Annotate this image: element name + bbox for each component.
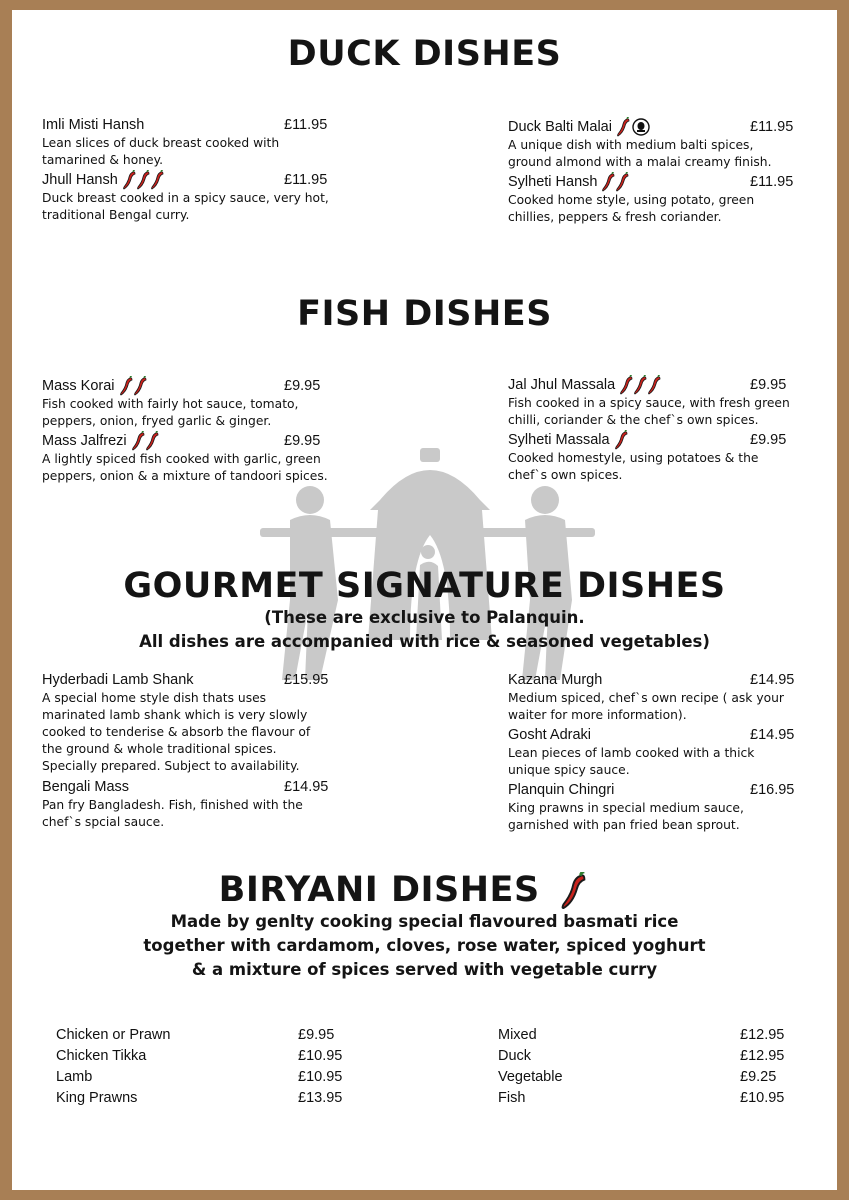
menu-item [508,430,808,484]
item-name: Kazana Murgh [508,672,603,688]
item-description: peppers, onion & a mixture of tandoori spices. [42,469,328,483]
item-name: Duck Balti Malai [508,119,612,135]
item-name: Duck [498,1047,532,1064]
chili-icon [122,170,136,190]
item-name: King Prawns [56,1089,138,1106]
biryani-item [56,1024,342,1045]
duck-section-title: DUCK DISHES [287,34,562,74]
item-name: Hyderbadi Lamb Shank [42,672,194,688]
menu-item [508,670,808,724]
item-price: £12.95 [740,1026,785,1043]
item-name: Imli Misti Hansh [42,117,145,133]
item-price: £11.95 [750,119,794,135]
gourmet-subtitle-line-2: All dishes are accompanied with rice & seasoned vegetables) [139,632,710,651]
item-price: £14.95 [750,672,795,688]
item-description: marinated lamb shank which is very slowly [42,708,308,722]
item-description: Fish cooked in a spicy sauce, with fresh green [508,396,790,410]
item-description: Lean slices of duck breast cooked with [42,136,280,150]
menu-item [508,780,808,834]
menu-item [42,431,342,485]
item-description: Cooked home style, using potato, green [508,193,755,207]
item-description: traditional Bengal curry. [42,208,190,222]
item-price: £9.95 [750,377,787,393]
item-name: Mass Korai [42,378,115,394]
item-price: £14.95 [284,779,329,795]
item-description: chillies, peppers & fresh coriander. [508,210,722,224]
chili-icon [601,172,615,192]
item-price: £12.95 [740,1047,785,1064]
item-description: Cooked homestyle, using potatoes & the [508,451,759,465]
menu-item [42,170,342,224]
chili-icon [619,375,633,395]
item-description: the ground & whole traditional spices. [42,742,277,756]
item-price: £10.95 [740,1089,785,1106]
item-name: Mixed [498,1026,537,1043]
biryani-item [498,1066,784,1087]
item-description: chef`s own spices. [508,468,623,482]
spice-level [614,430,628,450]
item-price: £9.25 [740,1068,777,1085]
biryani-item [56,1045,342,1066]
item-price: £14.95 [750,727,795,743]
biryani-item [56,1066,342,1087]
item-price: £9.95 [298,1026,335,1043]
item-name: Mass Jalfrezi [42,433,127,449]
biryani-list-left [56,1024,342,1108]
biryani-item [56,1087,342,1108]
biryani-subtitle-line-1: Made by genlty cooking special flavoured basmati rice [170,912,679,931]
item-price: £15.95 [284,672,329,688]
item-name: Lamb [56,1068,93,1085]
chili-icon [616,117,630,137]
item-name: Chicken Tikka [56,1047,147,1064]
menu-page [12,10,837,1190]
item-description: tamarined & honey. [42,153,164,167]
item-description: garnished with pan fried bean sprout. [508,818,740,832]
menu-item [508,172,808,226]
item-name: Bengali Mass [42,779,130,795]
item-price: £9.95 [750,432,787,448]
item-description: cooked to tenderise & absorb the flavour of [42,725,311,739]
chili-icon [136,170,150,190]
item-name: Sylheti Hansh [508,174,598,190]
gourmet-section-title: GOURMET SIGNATURE DISHES [123,566,726,606]
menu-item [42,376,342,430]
item-description: ground almond with a malai creamy finish. [508,155,772,169]
chili-icon [131,431,145,451]
item-description: chef`s spcial sauce. [42,815,165,829]
chili-icon [633,375,647,395]
item-description: chilli, coriander & the chef`s own spices. [508,413,759,427]
item-name: Chicken or Prawn [56,1026,171,1043]
item-price: £16.95 [750,782,795,798]
biryani-subtitle-line-2: together with cardamom, cloves, rose water, spiced yoghurt [143,936,706,955]
item-description: Fish cooked with fairly hot sauce, tomato, [42,397,299,411]
item-name: Sylheti Massala [508,432,610,448]
item-price: £11.95 [750,174,794,190]
menu-item [42,115,342,169]
spice-level [119,376,147,396]
spice-level [619,375,661,395]
item-description: Pan fry Bangladesh. Fish, finished with the [42,798,303,812]
item-name: Vegetable [498,1068,563,1085]
item-description: King prawns in special medium sauce, [508,801,744,815]
item-name: Fish [498,1089,526,1106]
spice-level [122,170,164,190]
item-price: £9.95 [284,433,321,449]
biryani-item [498,1024,784,1045]
menu-item [508,117,808,171]
item-description: Specially prepared. Subject to availability. [42,759,300,773]
fish-section-title: FISH DISHES [297,294,552,334]
item-description: A unique dish with medium balti spices, [508,138,754,152]
item-description: Duck breast cooked in a spicy sauce, very hot, [42,191,329,205]
item-description: Lean pieces of lamb cooked with a thick [508,746,755,760]
item-name: Jhull Hansh [42,172,118,188]
item-price: £10.95 [298,1068,343,1085]
spice-level [131,431,159,451]
chili-icon [615,172,629,192]
item-price: £9.95 [284,378,321,394]
chili-icon [119,376,133,396]
item-description: peppers, onion, fryed garlic & ginger. [42,414,272,428]
biryani-subtitle-line-3: & a mixture of spices served with vegetable curry [191,960,658,979]
menu-item [508,725,808,779]
biryani-list-right [498,1024,784,1108]
menu-item [42,670,342,775]
item-description: A special home style dish thats uses [42,691,267,705]
chili-icon [614,430,628,450]
menu-item [42,777,342,831]
item-description: unique spicy sauce. [508,763,630,777]
chili-icon [133,376,147,396]
item-price: £13.95 [298,1089,343,1106]
chili-icon [145,431,159,451]
chili-icon [556,872,590,910]
nut-icon [632,118,650,136]
item-description: Medium spiced, chef`s own recipe ( ask your [508,691,784,705]
menu-item [508,375,808,429]
biryani-item [498,1087,784,1108]
spice-level [601,172,629,192]
item-price: £11.95 [284,172,328,188]
spice-level [616,117,630,137]
chili-icon [150,170,164,190]
chili-icon [647,375,661,395]
item-description: A lightly spiced fish cooked with garlic, green [42,452,321,466]
item-name: Gosht Adraki [508,727,592,743]
biryani-section-title [0,870,817,910]
item-price: £11.95 [284,117,328,133]
gourmet-subtitle-line-1: (These are exclusive to Palanquin. [264,608,585,627]
item-price: £10.95 [298,1047,343,1064]
item-name: Planquin Chingri [508,782,615,798]
item-name: Jal Jhul Massala [508,377,616,393]
item-description: waiter for more information). [508,708,687,722]
biryani-title-text: BIRYANI DISHES [218,870,540,910]
biryani-item [498,1045,784,1066]
